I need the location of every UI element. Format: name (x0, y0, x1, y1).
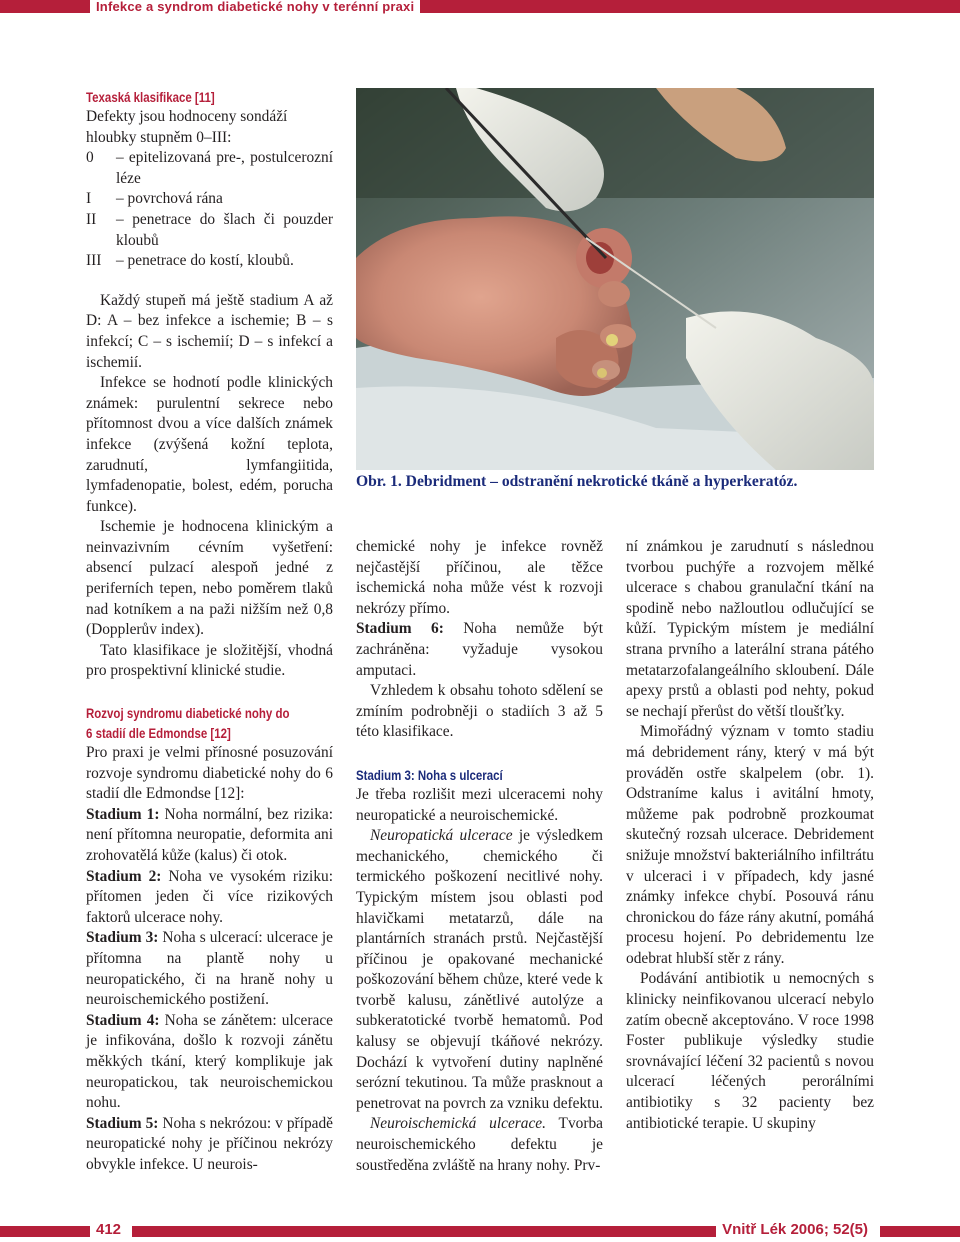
footer-rule-right (880, 1226, 960, 1237)
grade-number: III (86, 252, 102, 270)
texas-heading: Texaská klasifikace [11] (86, 89, 215, 105)
grade-text: – epitelizovaná pre-, postulcerozní léze (116, 149, 333, 187)
grade-text: – penetrace do šlach či pouzder kloubů (116, 210, 333, 249)
paragraph-pro: Pro praxi je velmi přínosné posuzování rozvoje syndromu diabetické nohy do 6 stadií dle Edmondse [12]: (86, 744, 333, 803)
paragraph-tato: Tato klasifikace je složitější, vhodná pro prospektivní klinické studie. (86, 641, 333, 680)
paragraph-c3-1: ní známkou je zarudnutí s následnou tvorbou puchýře a rozvojem mělké ulcerace s chabou granulační tkání na spodině nebo nažloutlou odlučující se kůží. Typickým místem je mediální strana prvního a laterální strana pátého metatarzofalangeálního skloubení. Dále apexy prstů a oblasti pod nehty, pokud se nechají přerůst do větší tloušťky. (626, 538, 874, 720)
grade-text: – povrchová rána (116, 190, 223, 208)
grade-number: 0 (86, 149, 94, 167)
journal-citation: Vnitř Lék 2006; 52(5) (716, 1221, 874, 1238)
debridement-photo-graphic (356, 88, 874, 470)
stadium-label: Stadium 2: (86, 867, 162, 885)
footer-rule-left (0, 1226, 92, 1237)
paragraph-ischemie: Ischemie je hodnocena klinickým a neinvazivním cévním vyšetření: absencí pulzací alespoň jedné z periferních tepen, nebo poměrem tlaků nad kotníkem a na paži nižším než 0,8 (Dopplerův index). (86, 518, 333, 639)
grade-item (86, 251, 333, 272)
stadium-6 (356, 619, 603, 681)
stadium-text: Noha nemůže být zachráněna: vyžaduje vysokou amputaci. (356, 620, 604, 679)
column-1 (86, 87, 333, 1176)
paragraph-neuroischemicka (356, 1114, 603, 1176)
grade-list (86, 148, 333, 272)
figure-caption: Obr. 1. Debridment – odstranění nekrotické tkáně a hyperkeratóz. (356, 473, 798, 490)
running-header (0, 0, 960, 13)
stadium-text: Noha normální, bez rizika: není přítomna neuropatie, deformita ani zrohovatělá kůže (kalus) či otok. (86, 805, 333, 864)
grade-number: II (86, 210, 97, 228)
stadium-label: Stadium 5: (86, 1114, 159, 1132)
stadium-3-heading: Stadium 3: Noha s ulcerací (356, 766, 503, 783)
paragraph-je-treba: Je třeba rozlišit mezi ulceracemi nohy neuropatické a neuroischemické. (356, 785, 603, 824)
term-neuropaticka: Neuropatická ulcerace (370, 827, 513, 845)
stadium-text: Noha s nekrózou: v případě neuropatické nohy je příčinou nekrózy obvykle infekce. U neurois- (86, 1114, 334, 1173)
page-number: 412 (90, 1221, 127, 1238)
rozvoj-heading-line-2: 6 stadií dle Edmondse [12] (86, 725, 231, 742)
neuroisch-text: Tvorba neuroischemického defektu je soustředěna zvláště na hrany nohy. Prv- (356, 1115, 603, 1174)
paragraph-infekce: Infekce se hodnotí podle klinických známek: purulentní sekrece nebo přítomnost dvou a více dalších známek infekce (zvýšená kožní teplota, zarudnutí, lymfangiitida, lymfadenopatie, bolest, edém, porucha funkce). (86, 374, 333, 515)
rozvoj-heading-line-1: Rozvoj syndromu diabetické nohy do (86, 705, 290, 722)
stadium-4 (86, 1011, 333, 1114)
stadium-text: Noha se zánětem: ulcerace je infikována, došlo k rozvoji zánětu měkkých tkání, který komplikuje jak neuropatickou, tak neuroischemickou nohu. (86, 1011, 334, 1112)
stadium-5 (86, 1114, 333, 1176)
header-rule-left (0, 0, 90, 13)
paragraph-vzhledem: Vzhledem k obsahu tohoto sdělení se zmíním podrobněji o stadiích 3 až 5 této klasifikace. (356, 682, 603, 741)
paragraph-stadium: Každý stupeň má ještě stadium A až D: A – bez infekce a ischemie; B – s infekcí; C – s ischemií; D – s infekcí a ischemií. (86, 291, 333, 371)
grade-number: I (86, 190, 92, 208)
stadium-label: Stadium 3: (86, 929, 159, 947)
texas-intro: Defekty jsou hodnoceny sondáží hloubky stupněm 0–III: (86, 108, 288, 146)
stadium-text: Noha s ulcerací: ulcerace je přítomna na plantě nohy u neuropatického, či na hraně nohy u neuroischemického postižení. (86, 929, 333, 1009)
running-header-title: Infekce a syndrom diabetické nohy v terénní praxi (90, 0, 420, 14)
grade-item (86, 189, 333, 210)
grade-text: – penetrace do kostí, kloubů. (116, 252, 294, 270)
term-neuroischemicka: Neuroischemická ulcerace. (370, 1115, 546, 1133)
stadium-2 (86, 867, 333, 929)
grade-item (86, 210, 333, 251)
column-3 (626, 537, 874, 1134)
stadium-label: Stadium 1: (86, 805, 160, 823)
neuro-text: je výsledkem mechanického, chemického či termického poškození necitlivé nohy. Typickým místem jsou oblasti pod hlavičkami metatarzů, dále na plantárních stranách prstů. Nejčastější příčinou je opakované mechanické poškozování během chůze, které vede k tvorbě kalusu, zánětlivé autolýze a subkeratotické tvorbě hematomů. Pod kalusy se objevují tkáňové nekrózy. Dochází k vytvoření dutiny naplněné serózní tekutinou. Ta může prasknout a penetrovat na povrch za vzniku defektu. (356, 827, 604, 1112)
stadium-1 (86, 805, 333, 867)
column-2 (356, 537, 603, 1176)
paragraph-neuropaticka (356, 826, 603, 1114)
paragraph-c3-2: Mimořádný význam v tomto stadiu má debridement rány, který v má být prováděn ostře skalpelem (obr. 1). Odstraníme kalus i avitální hmoty, můžeme pak podrobně prozkoumat skutečný rozsah ulcerace. Debridement snižuje množství bakteriálního infiltrátu v ulceraci i v případech, kdy jasné známky infekce chybí. Posouvá ránu chronickou do fáze rány akutní, pomáhá procesu hojení. Po debridementu lze odebrat hlubší stěr z rány. (626, 723, 874, 967)
footer-rule-middle (132, 1226, 742, 1237)
paragraph-c3-3: Podávání antibiotik u nemocných s klinicky neinfikovanou ulcerací nebylo zatím obecně akceptováno. V roce 1998 Foster publikuje výsledky studie srovnávající léčení 32 pacientů s novou ulcerací léčených perorálními antibiotiky s 32 pacienty bez antibiotické terapie. U skupiny (626, 970, 874, 1132)
stadium-label: Stadium 6: (356, 620, 444, 638)
page-footer (0, 1218, 960, 1242)
stadium-text: Noha ve vysokém riziku: přítomen jeden či více rizikových faktorů ulcerace nohy. (86, 867, 333, 926)
stadium-label: Stadium 4: (86, 1011, 160, 1029)
debridement-photo (356, 88, 874, 470)
grade-item (86, 148, 333, 189)
paragraph-cont: chemické nohy je infekce rovněž nejčastější příčinou, ale těžce ischemická noha může vést k rozvoji nekrózy přímo. (356, 538, 603, 617)
stadium-3 (86, 928, 333, 1010)
